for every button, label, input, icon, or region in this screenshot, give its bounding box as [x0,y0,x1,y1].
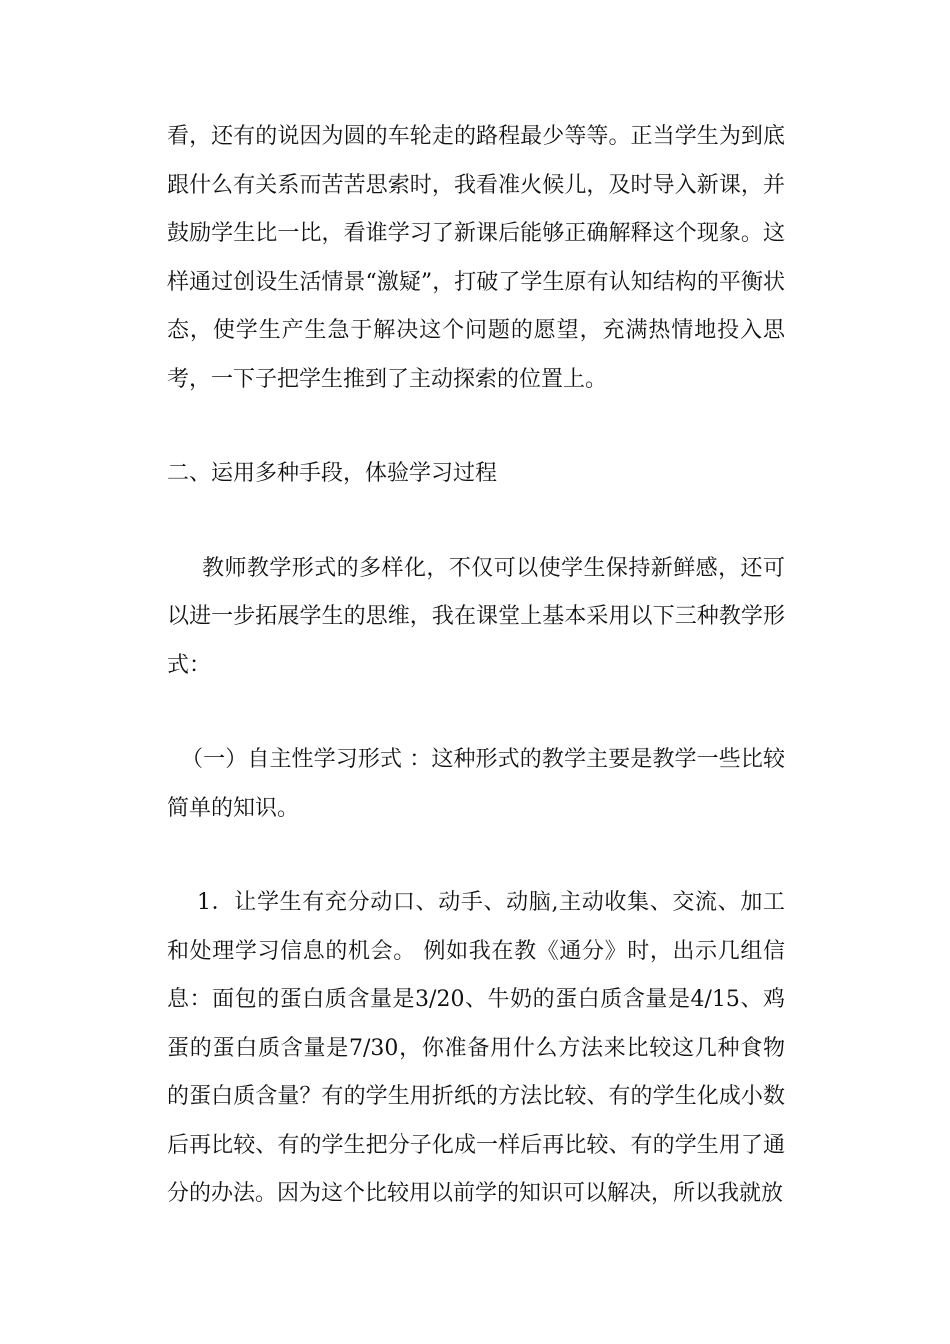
subsection-heading: （一）自主性学习形式 ：这种形式的教学主要是教学一些比较简单的知识。 [167,747,785,821]
document-body [167,113,785,1219]
paragraph-gap [167,499,785,545]
paragraph-continuation: 看，还有的说因为圆的车轮走的路程最少等等。正当学生为到底跟什么有关系而苦苦思索时，我看准火候儿，及时导入新课，并鼓励学生比一比，看谁学习了新课后能够正确解释这个现象。这样通过创设生活情景“激疑”，打破了学生原有认知结构的平衡状态，使学生产生急于解决这个问题的愿望，充满热情地投入思考，一下子把学生推到了主动探索的位置上。 [167,124,785,392]
paragraph-gap [167,690,785,736]
paragraph-gap [167,833,785,879]
paragraph-numbered-item: 1．让学生有充分动口、动手、动脑,主动收集、交流、加工和处理学习信息的机会。 例如我在教《通分》时，出示几组信息：面包的蛋白质含量是3/20、牛奶的蛋白质含量是4/15、鸡蛋的蛋白质含量是7/30，你准备用什么方法来比较这几种食物的蛋白质含量？有的学生用折纸的方法比较、有的学生化成小数后再比较、有的学生把分子化成一样后再比较、有的学生用了通分的办法。因为这个比较用以前学的知识可以解决，所以我就放 [167,890,785,1206]
paragraph-teaching-forms: 教师教学形式的多样化，不仅可以使学生保持新鲜感，还可以进一步拓展学生的思维，我在课堂上基本采用以下三种教学形式： [167,555,785,678]
section-heading: 二、运用多种手段，体验学习过程 [167,461,498,486]
paragraph-gap [167,404,785,450]
